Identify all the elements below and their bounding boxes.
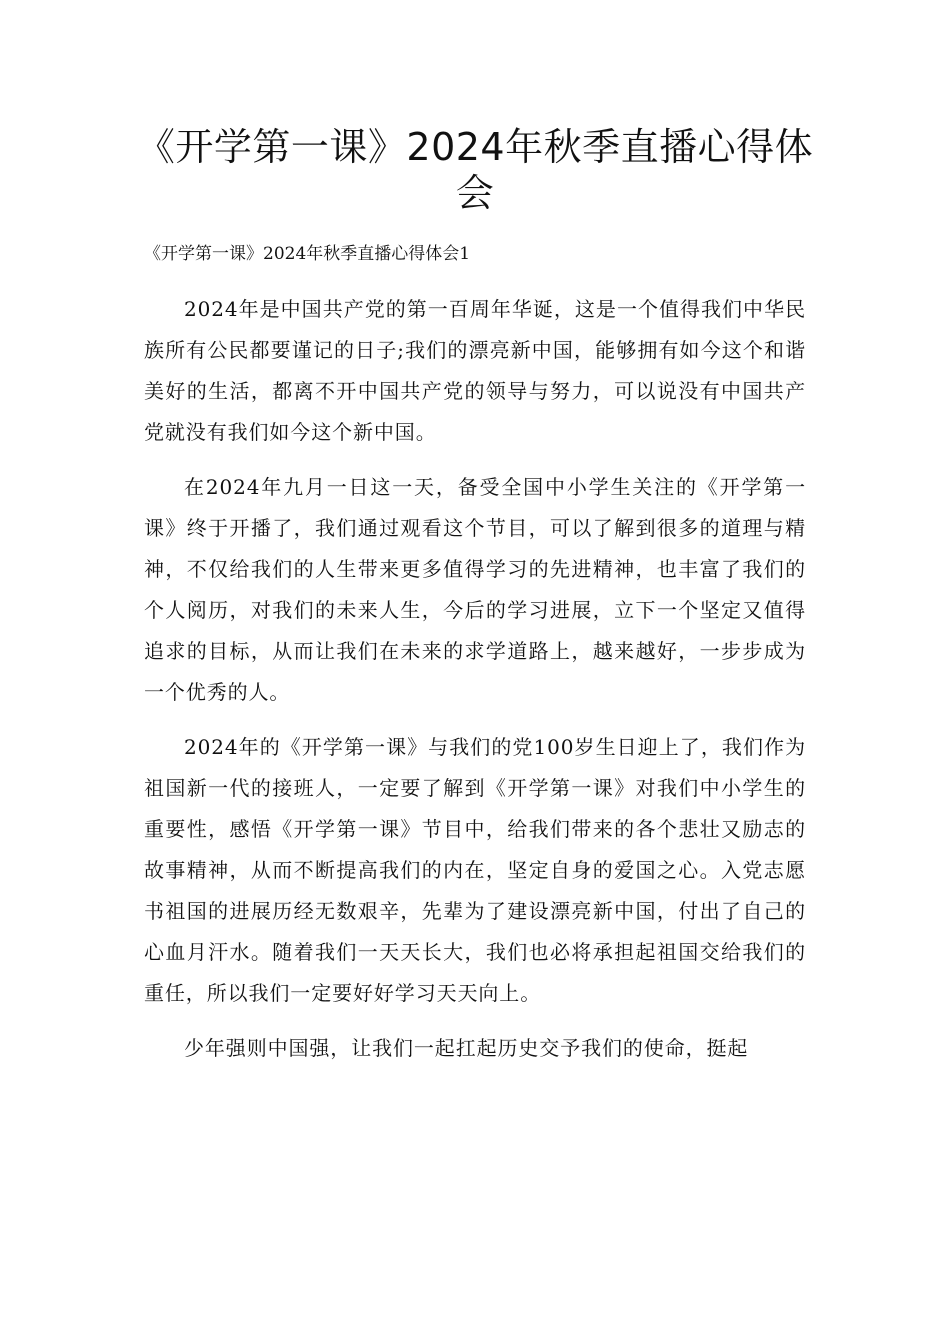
paragraph: 在2024年九月一日这一天，备受全国中小学生关注的《开学第一课》终于开播了，我们通过观看这个节目，可以了解到很多的道理与精神，不仅给我们的人生带来更多值得学习的先进精神，也丰富了我们的个人阅历，对我们的未来人生，今后的学习进展，立下一个坚定又值得追求的目标，从而让我们在未来的求学道路上，越来越好，一步步成为一个优秀的人。: [144, 475, 806, 704]
document-title: 《开学第一课》2024年秋季直播心得体会: [136, 125, 814, 215]
document-subtitle: 《开学第一课》2024年秋季直播心得体会1: [144, 244, 471, 264]
document-body: [144, 289, 806, 1083]
paragraph: 2024年是中国共产党的第一百周年华诞，这是一个值得我们中华民族所有公民都要谨记的日子;我们的漂亮新中国，能够拥有如今这个和谐美好的生活，都离不开中国共产党的领导与努力，可以说没有中国共产党就没有我们如今这个新中国。: [144, 297, 806, 444]
paragraph: 少年强则中国强，让我们一起扛起历史交予我们的使命，挺起: [184, 1036, 749, 1060]
paragraph: 2024年的《开学第一课》与我们的党100岁生日迎上了，我们作为祖国新一代的接班人，一定要了解到《开学第一课》对我们中小学生的重要性，感悟《开学第一课》节目中，给我们带来的各个悲壮又励志的故事精神，从而不断提高我们的内在，坚定自身的爱国之心。入党志愿书祖国的进展历经无数艰辛，先辈为了建设漂亮新中国，付出了自己的心血月汗水。随着我们一天天长大，我们也必将承担起祖国交给我们的重任，所以我们一定要好好学习天天向上。: [144, 735, 806, 1005]
